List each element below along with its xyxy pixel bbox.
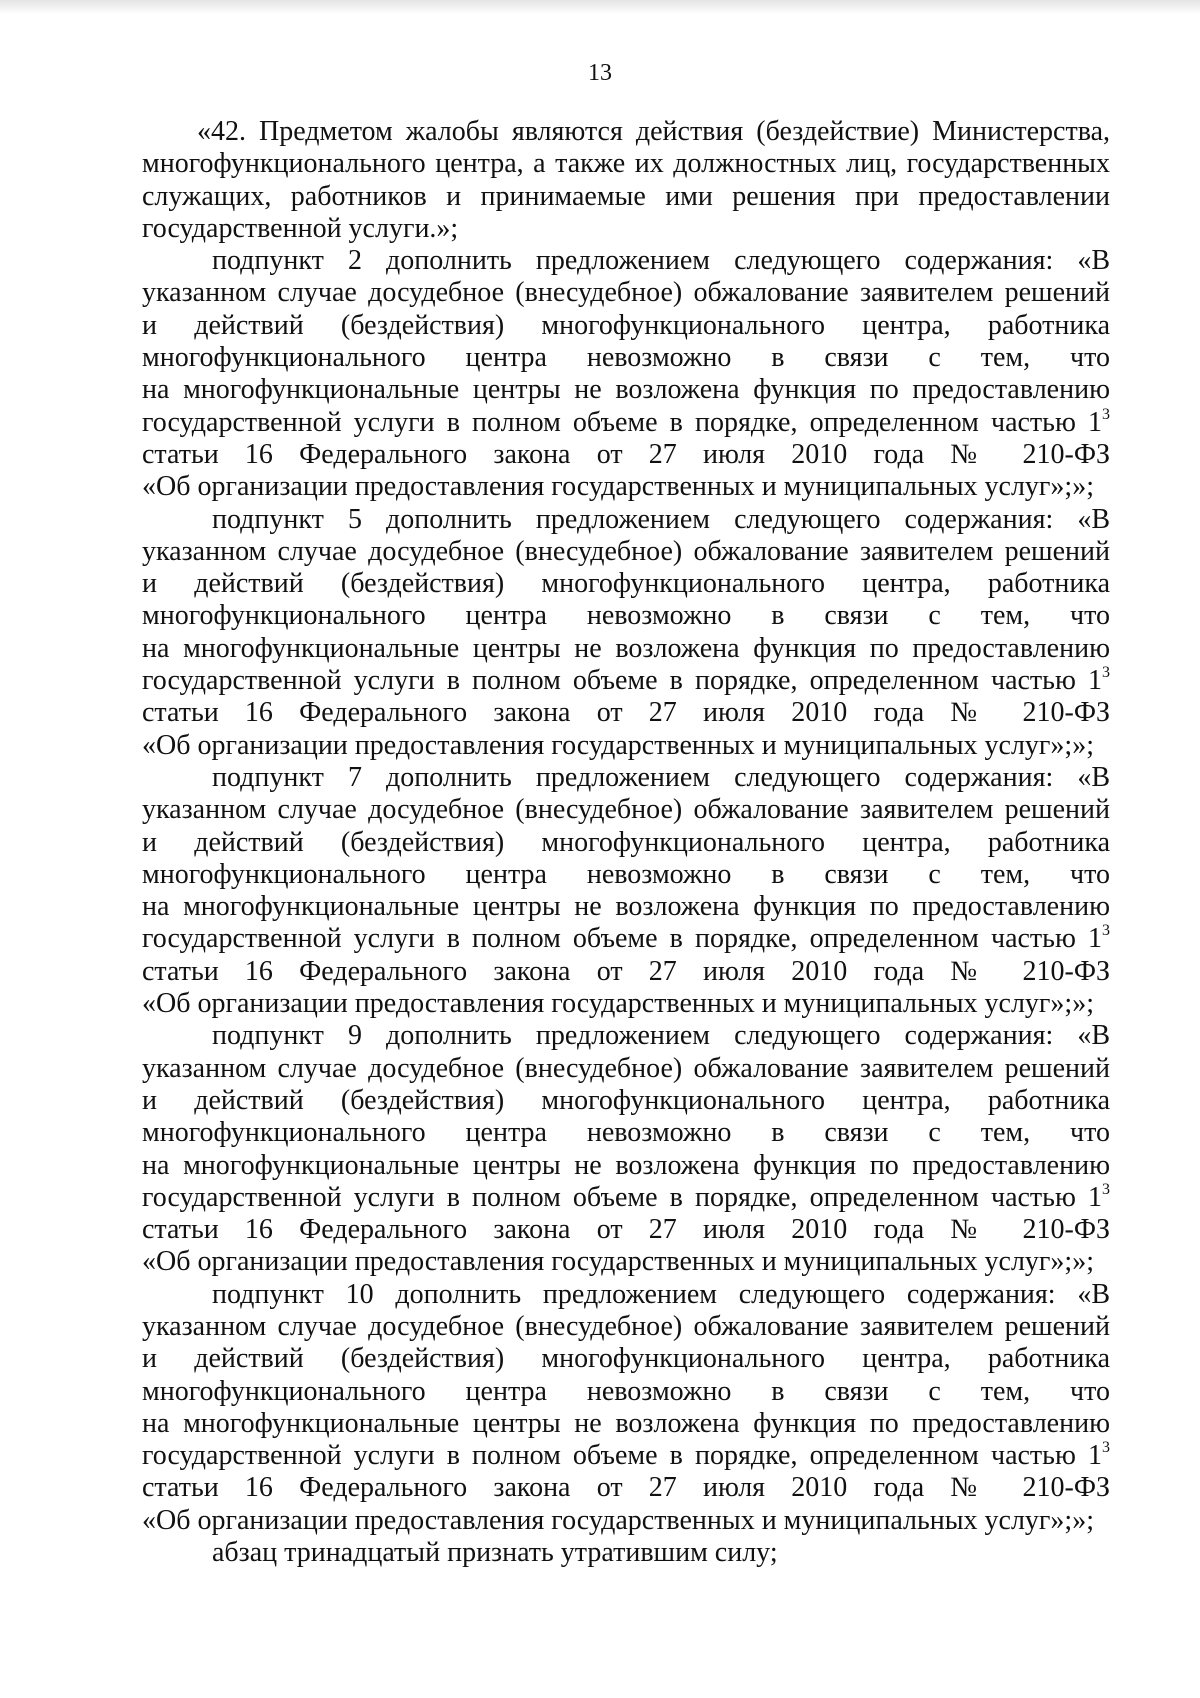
text-line: «Об организации предоставления государственных и муниципальных услуг»;»;	[142, 1246, 1094, 1278]
text-line: указанном случае досудебное (внесудебное) обжалование заявителем решений	[142, 277, 1110, 309]
text-line: подпункт 5 дополнить предложением следующего содержания: «В	[212, 503, 1110, 535]
text-line: на многофункциональные центры не возложена функция по предоставлению	[142, 374, 1110, 406]
paragraph	[142, 245, 1110, 503]
text-line: указанном случае досудебное (внесудебное) обжалование заявителем решений	[142, 535, 1110, 567]
paragraph	[142, 1537, 1110, 1569]
text-line: на многофункциональные центры не возложена функция по предоставлению	[142, 632, 1110, 664]
text-line: указанном случае досудебное (внесудебное) обжалование заявителем решений	[142, 794, 1110, 826]
text-line: на многофункциональные центры не возложена функция по предоставлению	[142, 891, 1110, 923]
text-line: и действий (бездействия) многофункционального центра, работника	[142, 568, 1110, 600]
text-line: статьи 16 Федерального закона от 27 июля 2010 года № 210-ФЗ	[142, 697, 1110, 729]
page-number: 13	[588, 60, 612, 86]
text-line: «Об организации предоставления государственных и муниципальных услуг»;»;	[142, 1504, 1094, 1536]
scan-edge	[0, 0, 1200, 14]
paragraph	[142, 1279, 1110, 1537]
text-line: государственной услуги в полном объеме в порядке, определенном частью $1^3$	[142, 922, 1110, 955]
text-line: статьи 16 Федерального закона от 27 июля 2010 года № 210-ФЗ	[142, 1214, 1110, 1246]
text-line: многофункционального центра невозможно в связи с тем, что	[142, 1117, 1110, 1149]
paragraph	[142, 762, 1110, 1020]
superscript: 3	[1102, 664, 1110, 682]
paragraph	[142, 1020, 1110, 1278]
superscript: 3	[1102, 1439, 1110, 1457]
text-line: указанном случае досудебное (внесудебное) обжалование заявителем решений	[142, 1052, 1110, 1084]
text-line: государственной услуги в полном объеме в порядке, определенном частью $1^3$	[142, 1180, 1110, 1213]
text-line: указанном случае досудебное (внесудебное) обжалование заявителем решений	[142, 1310, 1110, 1342]
text-line: многофункционального центра, а также их должностных лиц, государственных	[142, 148, 1110, 180]
document-body	[142, 116, 1110, 1569]
text-line: и действий (бездействия) многофункционального центра, работника	[142, 309, 1110, 341]
text-line: и действий (бездействия) многофункционального центра, работника	[142, 1084, 1110, 1116]
text-line: подпункт 7 дополнить предложением следующего содержания: «В	[212, 761, 1110, 793]
text-line: на многофункциональные центры не возложена функция по предоставлению	[142, 1149, 1110, 1181]
text-line: «Об организации предоставления государственных и муниципальных услуг»;»;	[142, 471, 1094, 503]
paragraph	[142, 116, 1110, 245]
text-line: подпункт 10 дополнить предложением следующего содержания: «В	[212, 1278, 1110, 1310]
text-line: подпункт 2 дополнить предложением следующего содержания: «В	[212, 245, 1110, 277]
text-line: статьи 16 Федерального закона от 27 июля 2010 года № 210-ФЗ	[142, 1472, 1110, 1504]
text-line: государственной услуги.»;	[142, 212, 459, 244]
text-line: многофункционального центра невозможно в связи с тем, что	[142, 600, 1110, 632]
text-line: многофункционального центра невозможно в связи с тем, что	[142, 342, 1110, 374]
text-line: статьи 16 Федерального закона от 27 июля 2010 года № 210-ФЗ	[142, 438, 1110, 470]
text-line: государственной услуги в полном объеме в порядке, определенном частью $1^3$	[142, 1439, 1110, 1472]
text-line: многофункционального центра невозможно в связи с тем, что	[142, 1375, 1110, 1407]
superscript: 3	[1102, 1180, 1110, 1198]
superscript: 3	[1102, 922, 1110, 940]
text-line: «Об организации предоставления государственных и муниципальных услуг»;»;	[142, 988, 1094, 1020]
text-line: и действий (бездействия) многофункционального центра, работника	[142, 826, 1110, 858]
text-line: государственной услуги в полном объеме в порядке, определенном частью $1^3$	[142, 664, 1110, 697]
text-line: и действий (бездействия) многофункционального центра, работника	[142, 1343, 1110, 1375]
text-line: многофункционального центра невозможно в связи с тем, что	[142, 858, 1110, 890]
text-line: подпункт 9 дополнить предложением следующего содержания: «В	[212, 1020, 1110, 1052]
paragraph	[142, 504, 1110, 762]
text-line: статьи 16 Федерального закона от 27 июля 2010 года № 210-ФЗ	[142, 955, 1110, 987]
text-line: «42. Предметом жалобы являются действия (бездействие) Министерства,	[197, 116, 1110, 147]
text-line: государственной услуги в полном объеме в порядке, определенном частью $1^3$	[142, 405, 1110, 438]
text-line: «Об организации предоставления государственных и муниципальных услуг»;»;	[142, 729, 1094, 761]
text-line: на многофункциональные центры не возложена функция по предоставлению	[142, 1407, 1110, 1439]
text-line: служащих, работников и принимаемые ими решения при предоставлении	[142, 180, 1110, 212]
superscript: 3	[1102, 405, 1110, 423]
text-line: абзац тринадцатый признать утратившим силу;	[212, 1537, 778, 1569]
